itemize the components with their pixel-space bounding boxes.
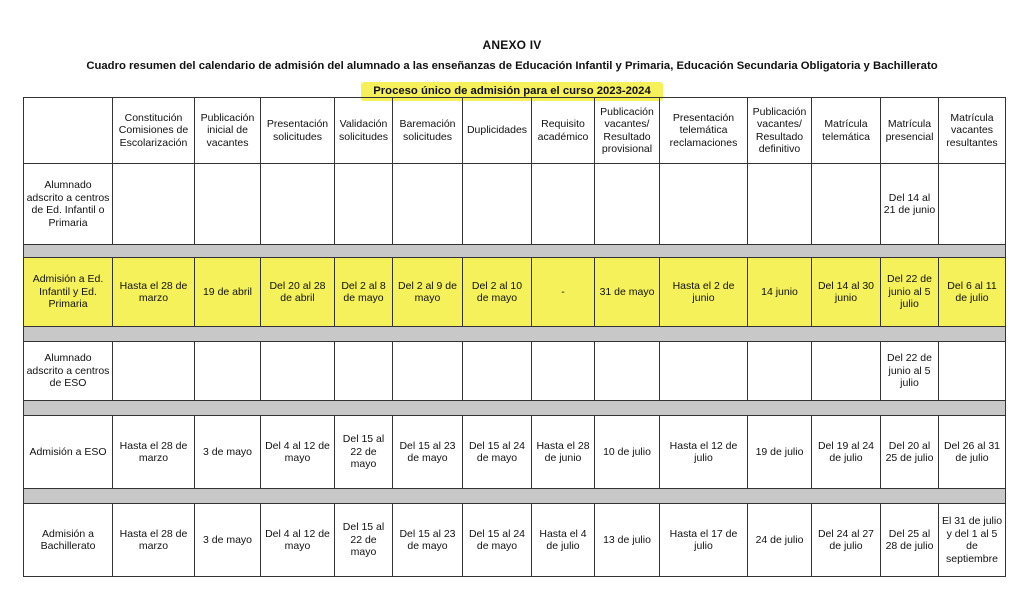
table-cell: Del 15 al 22 de mayo xyxy=(335,504,393,577)
row-label: Alumnado adscrito a centros de Ed. Infantil o Primaria xyxy=(24,164,113,245)
table-cell xyxy=(748,342,812,401)
table-cell: Del 25 al 28 de julio xyxy=(881,504,939,577)
table-cell: 10 de julio xyxy=(595,416,660,489)
table-cell: 31 de mayo xyxy=(595,258,660,327)
separator-row xyxy=(24,401,1006,416)
separator-cell xyxy=(24,489,1006,504)
table-cell xyxy=(463,164,532,245)
header-resultado-provisional: Publicación vacantes/ Resultado provisional xyxy=(595,98,660,164)
header-reclamaciones: Presentación telemática reclamaciones xyxy=(660,98,748,164)
table-cell: 3 de mayo xyxy=(195,416,261,489)
table-cell: 19 de julio xyxy=(748,416,812,489)
row-label: Admisión a Bachillerato xyxy=(24,504,113,577)
table-cell xyxy=(113,164,195,245)
table-cell: Del 4 al 12 de mayo xyxy=(261,504,335,577)
table-cell xyxy=(939,164,1006,245)
header-resultado-definitivo: Publicación vacantes/ Resultado definitivo xyxy=(748,98,812,164)
table-cell: Del 14 al 30 junio xyxy=(812,258,881,327)
table-cell xyxy=(393,342,463,401)
table-cell: 13 de julio xyxy=(595,504,660,577)
header-publicacion-inicial: Publicación inicial de vacantes xyxy=(195,98,261,164)
header-matricula-vacantes: Matrícula vacantes resultantes xyxy=(939,98,1006,164)
header-baremacion: Baremación solicitudes xyxy=(393,98,463,164)
table-cell xyxy=(532,342,595,401)
table-cell xyxy=(335,164,393,245)
table-cell: - xyxy=(532,258,595,327)
table-cell: 24 de julio xyxy=(748,504,812,577)
table-cell: 3 de mayo xyxy=(195,504,261,577)
table-cell xyxy=(748,164,812,245)
table-cell: Del 22 de junio al 5 julio xyxy=(881,258,939,327)
table-cell: Del 20 al 28 de abril xyxy=(261,258,335,327)
table-cell xyxy=(532,164,595,245)
table-cell: Hasta el 17 de julio xyxy=(660,504,748,577)
table-cell xyxy=(812,164,881,245)
header-constitucion: Constitución Comisiones de Escolarización xyxy=(113,98,195,164)
table-cell: Hasta el 28 de junio xyxy=(532,416,595,489)
separator-row xyxy=(24,327,1006,342)
header-duplicidades: Duplicidades xyxy=(463,98,532,164)
header-row xyxy=(24,98,1006,164)
document-subtitle: Cuadro resumen del calendario de admisión del alumnado a las enseñanzas de Educación Infantil y Primaria, Educación Secundaria Obligatoria y Bachillerato xyxy=(86,60,938,72)
table-row xyxy=(24,416,1006,489)
separator-row xyxy=(24,489,1006,504)
separator-row xyxy=(24,245,1006,258)
table-cell xyxy=(939,342,1006,401)
table-cell xyxy=(113,342,195,401)
header-matricula-telematica: Matrícula telemática xyxy=(812,98,881,164)
table-cell: Del 22 de junio al 5 julio xyxy=(881,342,939,401)
table-cell: Del 14 al 21 de junio xyxy=(881,164,939,245)
table-cell: Hasta el 28 de marzo xyxy=(113,504,195,577)
header-matricula-presencial: Matrícula presencial xyxy=(881,98,939,164)
row-label: Admisión a ESO xyxy=(24,416,113,489)
table-cell: 19 de abril xyxy=(195,258,261,327)
table-cell: Del 15 al 22 de mayo xyxy=(335,416,393,489)
separator-cell xyxy=(24,401,1006,416)
header-corner xyxy=(24,98,113,164)
table-cell xyxy=(595,164,660,245)
table-cell xyxy=(812,342,881,401)
header-validacion: Validación solicitudes xyxy=(335,98,393,164)
table-cell xyxy=(195,164,261,245)
row-label: Alumnado adscrito a centros de ESO xyxy=(24,342,113,401)
table-cell: Del 15 al 24 de mayo xyxy=(463,416,532,489)
header-presentacion-solicitudes: Presentación solicitudes xyxy=(261,98,335,164)
table-row xyxy=(24,164,1006,245)
process-title: Proceso único de admisión para el curso 2023-2024 xyxy=(361,82,663,101)
separator-cell xyxy=(24,327,1006,342)
annex-title: ANEXO IV xyxy=(482,38,542,52)
table-cell: Del 15 al 23 de mayo xyxy=(393,416,463,489)
table-cell: Del 15 al 24 de mayo xyxy=(463,504,532,577)
header-requisito: Requisito académico xyxy=(532,98,595,164)
table-cell xyxy=(393,164,463,245)
table-row-highlighted xyxy=(24,258,1006,327)
table-cell xyxy=(595,342,660,401)
table-cell xyxy=(261,342,335,401)
table-cell: Del 2 al 10 de mayo xyxy=(463,258,532,327)
table-cell: Hasta el 28 de marzo xyxy=(113,416,195,489)
table-cell xyxy=(261,164,335,245)
table-cell: Del 15 al 23 de mayo xyxy=(393,504,463,577)
table-cell: 14 junio xyxy=(748,258,812,327)
row-label: Admisión a Ed. Infantil y Ed. Primaria xyxy=(24,258,113,327)
table-cell: Hasta el 28 de marzo xyxy=(113,258,195,327)
table-cell: Del 6 al 11 de julio xyxy=(939,258,1006,327)
table-cell xyxy=(195,342,261,401)
table-cell: Del 19 al 24 de julio xyxy=(812,416,881,489)
table-cell xyxy=(335,342,393,401)
table-cell xyxy=(660,342,748,401)
table-cell: Hasta el 2 de junio xyxy=(660,258,748,327)
table-cell: Del 2 al 8 de mayo xyxy=(335,258,393,327)
table-cell: Del 2 al 9 de mayo xyxy=(393,258,463,327)
table-cell: Hasta el 12 de julio xyxy=(660,416,748,489)
separator-cell xyxy=(24,245,1006,258)
table-cell: Del 24 al 27 de julio xyxy=(812,504,881,577)
table-cell: Del 4 al 12 de mayo xyxy=(261,416,335,489)
table-cell: El 31 de julio y del 1 al 5 de septiembre xyxy=(939,504,1006,577)
table-cell xyxy=(660,164,748,245)
admission-calendar-table xyxy=(23,97,1006,577)
table-cell: Hasta el 4 de julio xyxy=(532,504,595,577)
table-cell xyxy=(463,342,532,401)
table-row xyxy=(24,504,1006,577)
table-cell: Del 26 al 31 de julio xyxy=(939,416,1006,489)
table-row xyxy=(24,342,1006,401)
table-cell: Del 20 al 25 de julio xyxy=(881,416,939,489)
